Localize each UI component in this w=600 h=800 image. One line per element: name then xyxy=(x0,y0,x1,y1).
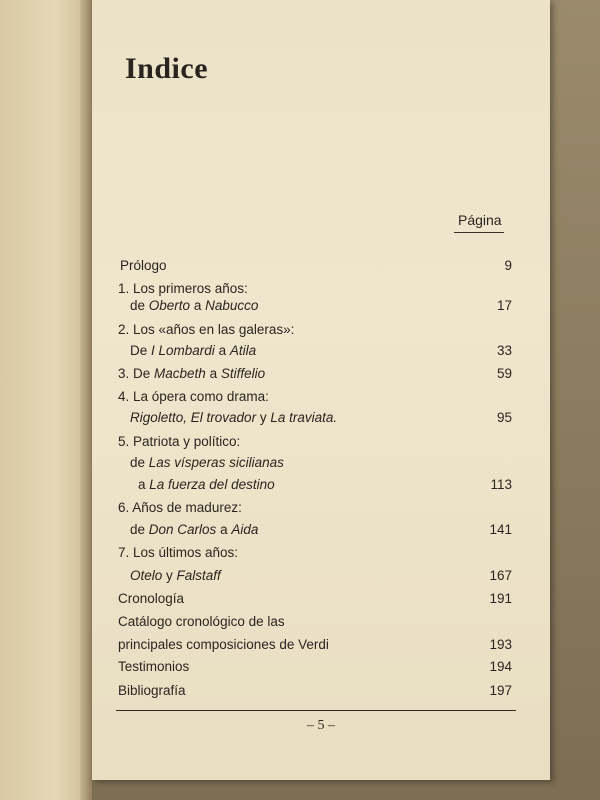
toc-entry xyxy=(118,389,512,411)
toc-entry-text: 2. Los «años en las galeras»: xyxy=(118,322,295,337)
toc-entry-title-italic: Falstaff xyxy=(176,568,221,583)
toc-entry-text: de xyxy=(130,455,149,470)
toc-entry-text: principales composiciones de Verdi xyxy=(118,637,329,652)
toc-entry xyxy=(118,343,512,365)
toc-entry-title-italic: Oberto xyxy=(148,298,191,313)
toc-entry xyxy=(118,322,512,344)
toc-entry-title-italic: Macbeth xyxy=(154,366,206,381)
toc-entry xyxy=(118,614,512,636)
toc-entry xyxy=(118,258,512,280)
toc-entry-title-italic: La fuerza del destino xyxy=(149,477,275,492)
toc-entry-label xyxy=(130,455,284,470)
toc-entry-label xyxy=(130,343,256,358)
toc-entry-label xyxy=(118,281,248,296)
toc-entry-label xyxy=(118,659,189,674)
toc-entry-label xyxy=(118,322,294,337)
toc-entry-label xyxy=(130,568,221,583)
toc-entry-text: a xyxy=(205,366,221,381)
toc-entry-label xyxy=(118,591,184,606)
toc-entry-label xyxy=(118,389,269,404)
toc-entry-page-number: 141 xyxy=(489,522,512,537)
page-column-underline xyxy=(454,232,504,233)
toc-entry-label xyxy=(118,545,238,560)
toc-entry-text: Prólogo xyxy=(120,258,167,273)
toc-entry-page-number: 191 xyxy=(489,591,512,606)
toc-entry-label xyxy=(118,366,265,381)
page-column-header: Página xyxy=(458,212,502,228)
toc-entry xyxy=(118,366,512,388)
toc-entry-text: a xyxy=(138,477,150,492)
page-number: – 5 – xyxy=(307,718,335,733)
toc-entry-page-number: 59 xyxy=(496,366,512,381)
toc-entry xyxy=(118,298,512,320)
toc-entry-label xyxy=(118,637,329,652)
toc-entry xyxy=(118,410,512,432)
toc-entry xyxy=(118,477,512,499)
bottom-rule xyxy=(116,710,516,711)
toc-entry-label xyxy=(118,434,240,449)
toc-entry xyxy=(118,545,512,567)
toc-entry-title-italic: Otelo xyxy=(130,568,163,583)
toc-entry-title-italic: Las vísperas sicilianas xyxy=(148,455,284,470)
toc-entry-page-number: 95 xyxy=(496,410,512,425)
toc-entry-text: 3. De xyxy=(118,366,155,381)
toc-entry-label xyxy=(130,298,258,313)
toc-entry-text: 5. Patriota y político: xyxy=(118,434,241,449)
toc-entry-text: de xyxy=(130,522,149,537)
toc-entry xyxy=(118,637,512,659)
toc-entry-text: 6. Años de madurez: xyxy=(118,500,242,515)
toc-entry-text: a xyxy=(214,343,230,358)
toc-entry-text: 7. Los últimos años: xyxy=(118,545,239,560)
background-right xyxy=(550,0,600,800)
toc-entry-text: Bibliografía xyxy=(118,683,186,698)
page-title: Indice xyxy=(125,52,209,85)
toc-entry xyxy=(118,522,512,544)
toc-entry-title-italic: Aida xyxy=(231,522,259,537)
toc-entry-text: 1. Los primeros años: xyxy=(118,281,248,296)
toc-entry xyxy=(118,659,512,681)
background-bottom xyxy=(92,780,600,800)
toc-entry-page-number: 193 xyxy=(489,637,512,652)
toc-entry-text: y xyxy=(162,568,177,583)
toc-entry xyxy=(118,591,512,613)
toc-entry-title-italic: Atila xyxy=(229,343,257,358)
toc-entry-text: a xyxy=(190,298,206,313)
toc-entry xyxy=(118,455,512,477)
toc-entry-text: Catálogo cronológico de las xyxy=(118,614,285,629)
toc-entry-text: Testimonios xyxy=(118,659,190,674)
toc-entry xyxy=(118,434,512,456)
toc-entry xyxy=(118,683,512,705)
toc-entry-label xyxy=(118,614,285,629)
toc-entry-title-italic: Stiffelio xyxy=(220,366,266,381)
toc-entry xyxy=(118,568,512,590)
toc-entry-text: 4. La ópera como drama: xyxy=(118,389,269,404)
toc-entry-text: De xyxy=(130,343,152,358)
toc-entry-label xyxy=(130,410,337,425)
toc-entry-label xyxy=(118,683,186,698)
toc-entry-title-italic: Don Carlos xyxy=(148,522,217,537)
toc-entry-title-italic: La traviata. xyxy=(270,410,338,425)
toc-entry-label xyxy=(120,258,167,273)
left-page-edge xyxy=(0,0,92,800)
book-page xyxy=(92,0,550,780)
toc-entry-text: Cronología xyxy=(118,591,185,606)
toc-entry-label xyxy=(138,477,275,492)
toc-entry-page-number: 194 xyxy=(489,659,512,674)
toc-entry-page-number: 33 xyxy=(496,343,512,358)
toc-entry-text: y xyxy=(256,410,271,425)
toc-entry-page-number: 197 xyxy=(489,683,512,698)
toc-entry-title-italic: Rigoletto, El trovador xyxy=(130,410,257,425)
toc-entry xyxy=(118,500,512,522)
toc-entry-label xyxy=(118,500,242,515)
toc-entry-title-italic: I Lombardi xyxy=(151,343,215,358)
toc-entry-label xyxy=(130,522,258,537)
toc-entry-page-number: 9 xyxy=(504,258,512,273)
toc-entry-text: a xyxy=(216,522,232,537)
toc-entry-page-number: 113 xyxy=(490,477,512,492)
toc-entry-title-italic: Nabucco xyxy=(205,298,259,313)
toc-entry-page-number: 17 xyxy=(496,298,512,313)
toc-entry-page-number: 167 xyxy=(489,568,512,583)
toc-entry-text: de xyxy=(130,298,149,313)
